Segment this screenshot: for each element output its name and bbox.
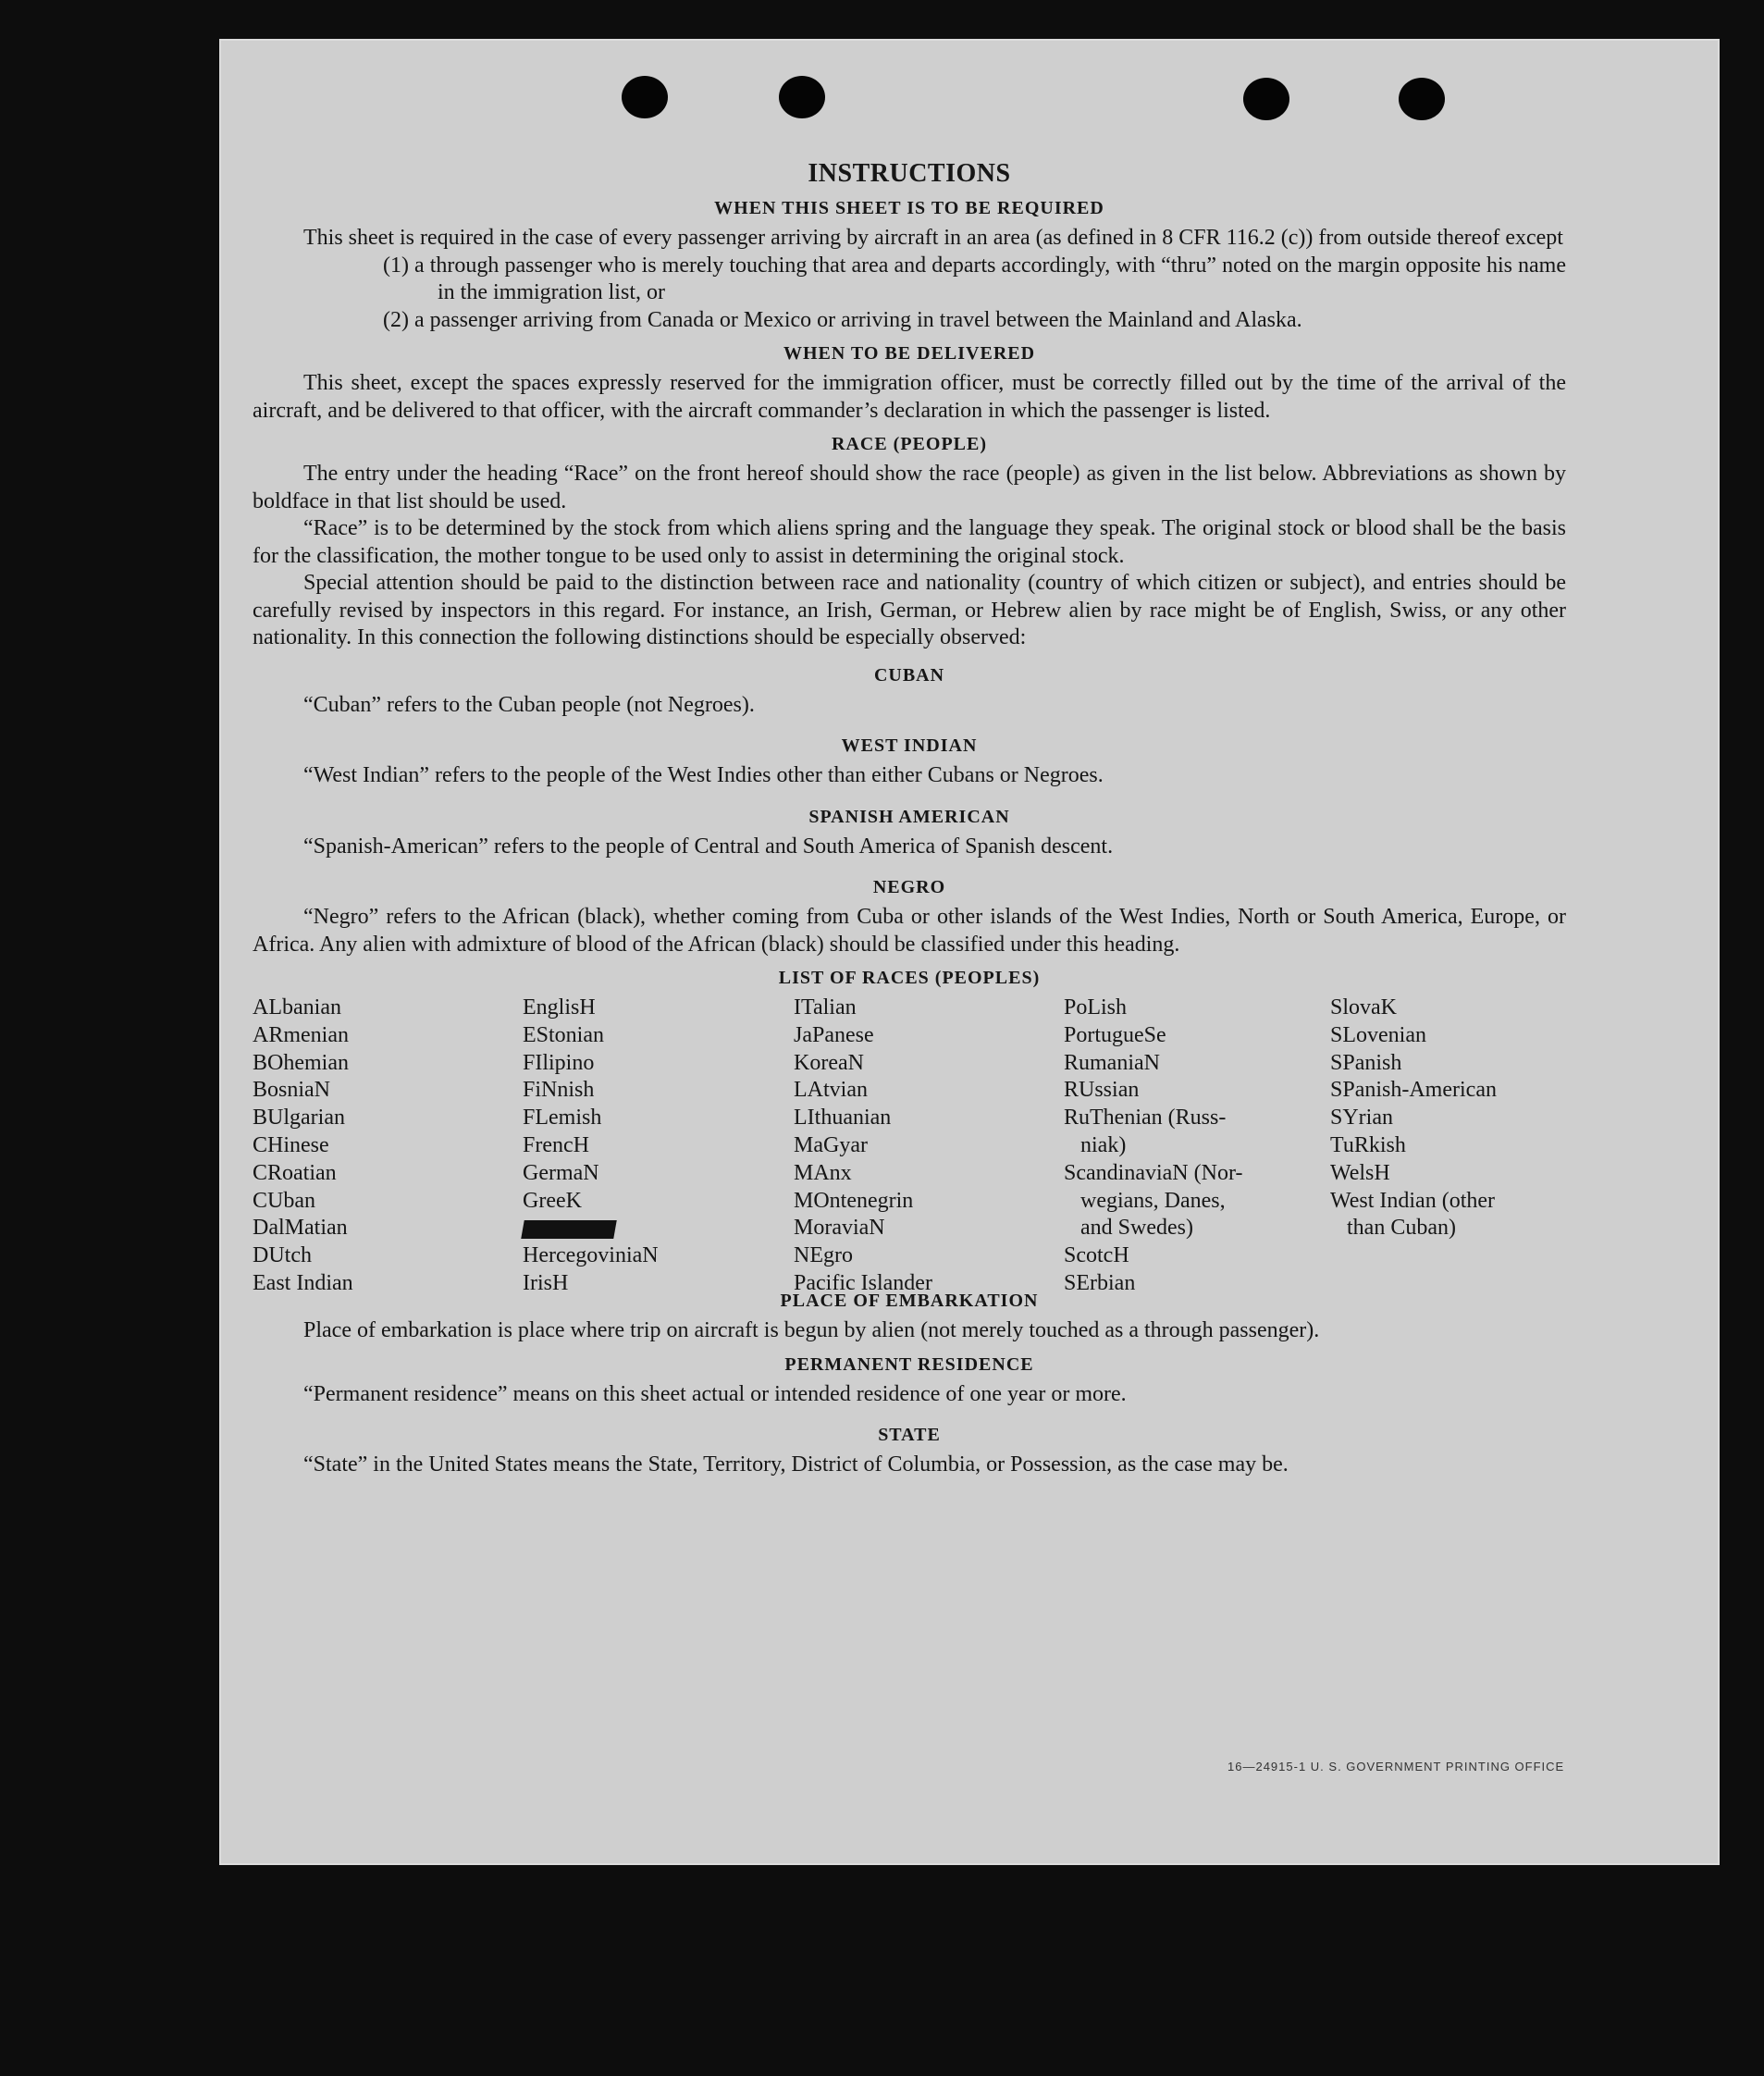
race-item: GermaN (523, 1160, 599, 1185)
race-item: NEgro (794, 1243, 853, 1268)
punch-hole (1399, 78, 1445, 120)
race-item: FIlipino (523, 1050, 595, 1075)
race-item: BUlgarian (253, 1106, 345, 1131)
race-item: EStonian (523, 1022, 604, 1047)
race-item: RUssian (1064, 1078, 1140, 1103)
race-column (794, 995, 932, 1298)
section-paragraph: Special attention should be paid to the distinction between race and nationality (country of which citizen or subject), and entries should be carefully revised by inspectors in this regard. For instance, an Irish, German, or Hebrew alien by race might be of English, Swiss, or any other nationality. In this connection the following distinctions should be especially observed: (253, 571, 1566, 649)
race-item: ScandinaviaN (Nor- (1064, 1160, 1243, 1185)
race-column (1330, 995, 1497, 1242)
race-item: East Indian (253, 1270, 353, 1295)
section-paragraph: “Race” is to be determined by the stock from which aliens spring and the language they speak. The original stock or blood shall be the basis for the classification, the mother tongue to be used only to assist in determining the original stock. (253, 516, 1566, 568)
section-paragraph: This sheet is required in the case of every passenger arriving by aircraft in an area (as defined in 8 CFR 116.2 (c)) from outside thereof except (303, 226, 1563, 250)
section-paragraph: “State” in the United States means the State, Territory, District of Columbia, or Possession, as the case may be. (303, 1452, 1289, 1477)
page-title: INSTRUCTIONS (808, 159, 1011, 188)
race-item: Pacific Islander (794, 1270, 932, 1295)
race-item: LIthuanian (794, 1106, 892, 1131)
race-item: MOntenegrin (794, 1188, 914, 1213)
race-item: SPanish-American (1330, 1078, 1497, 1103)
section-paragraph: “Cuban” refers to the Cuban people (not Negroes). (303, 692, 755, 717)
race-item: niak) (1064, 1132, 1127, 1157)
race-item: EnglisH (523, 995, 596, 1019)
document-page (219, 39, 1720, 1865)
race-item: SErbian (1064, 1270, 1136, 1295)
race-list (253, 995, 1566, 1295)
race-item: CUban (253, 1188, 315, 1213)
list-item: (2) a passenger arriving from Canada or Mexico or arriving in travel between the Mainland and Alaska. (383, 307, 1302, 332)
redaction-mark (521, 1220, 617, 1239)
race-item: JaPanese (794, 1022, 874, 1047)
punch-hole (779, 76, 825, 118)
race-item: ALbanian (253, 995, 341, 1019)
race-item: SYrian (1330, 1106, 1393, 1131)
race-item: MAnx (794, 1160, 852, 1185)
race-item: wegians, Danes, (1064, 1188, 1226, 1213)
race-item: WelsH (1330, 1160, 1390, 1185)
section-paragraph: “West Indian” refers to the people of the West Indies other than either Cubans or Negroes. (303, 763, 1104, 787)
race-item: TuRkish (1330, 1132, 1406, 1157)
list-item: (1) a through passenger who is merely touching that area and departs accordingly, with “thru” noted on the margin opposite his name in the immigration list, or (383, 253, 1566, 304)
section-heading: RACE (PEOPLE) (832, 434, 987, 454)
race-item: FLemish (523, 1106, 602, 1131)
punch-hole (1243, 78, 1289, 120)
race-item: than Cuban) (1330, 1216, 1456, 1241)
race-column (523, 995, 659, 1298)
section-heading: WHEN THIS SHEET IS TO BE REQUIRED (714, 198, 1104, 218)
race-item: MoraviaN (794, 1216, 885, 1241)
race-item: MaGyar (794, 1132, 868, 1157)
print-code: 16—24915-1 U. S. GOVERNMENT PRINTING OFFICE (1227, 1760, 1565, 1773)
section-heading: PLACE OF EMBARKATION (780, 1291, 1039, 1311)
race-item: IrisH (523, 1270, 569, 1295)
race-item: GreeK (523, 1188, 582, 1213)
race-item: SLovenian (1330, 1022, 1426, 1047)
section-heading: NEGRO (872, 877, 946, 897)
race-item: FrencH (523, 1132, 589, 1157)
race-item: CRoatian (253, 1160, 337, 1185)
race-item: KoreaN (794, 1050, 864, 1075)
section-heading: WHEN TO BE DELIVERED (783, 343, 1036, 364)
race-item: West Indian (other (1330, 1188, 1496, 1213)
race-item: SPanish (1330, 1050, 1402, 1075)
redacted-race-item (523, 1215, 659, 1242)
race-column (1064, 995, 1242, 1298)
race-item: HercegoviniaN (523, 1243, 659, 1268)
section-paragraph: “Permanent residence” means on this sheet actual or intended residence of one year or more. (303, 1381, 1127, 1406)
race-item: and Swedes) (1064, 1216, 1193, 1241)
race-column (253, 995, 353, 1298)
section-paragraph: “Spanish-American” refers to the people of Central and South America of Spanish descent. (303, 834, 1114, 859)
punch-hole (622, 76, 668, 118)
section-heading: CUBAN (873, 664, 945, 686)
race-item: ITalian (794, 995, 857, 1019)
race-item: RuThenian (Russ- (1064, 1106, 1227, 1131)
section-paragraph: This sheet, except the spaces expressly reserved for the immigration officer, must be correctly filled out by the time of the arrival of the aircraft, and be delivered to that officer, with the aircraft commander’s declaration in which the passenger is listed. (253, 371, 1566, 423)
race-item: FiNnish (523, 1078, 595, 1103)
race-item: DalMatian (253, 1216, 348, 1241)
section-heading: SPANISH AMERICAN (808, 806, 1010, 827)
race-item: LAtvian (794, 1078, 868, 1103)
instructions-content (253, 159, 1566, 1479)
race-item: SlovaK (1330, 995, 1397, 1019)
section-heading: LIST OF RACES (PEOPLES) (778, 968, 1041, 988)
race-item: PoLish (1064, 995, 1128, 1019)
race-item: DUtch (253, 1243, 312, 1268)
section-heading: PERMANENT RESIDENCE (784, 1353, 1034, 1375)
section-heading: WEST INDIAN (841, 735, 978, 756)
section-paragraph: Place of embarkation is place where trip on aircraft is begun by alien (not merely touched as a through passenger). (303, 1318, 1320, 1342)
race-item: PortugueSe (1064, 1022, 1166, 1047)
section-heading: STATE (878, 1425, 941, 1445)
race-item: ARmenian (253, 1022, 349, 1047)
race-item: CHinese (253, 1132, 329, 1157)
section-paragraph: The entry under the heading “Race” on the front hereof should show the race (people) as given in the list below. Abbreviations as shown by boldface in that list should be used. (253, 462, 1566, 513)
race-item: BOhemian (253, 1050, 349, 1075)
race-item: ScotcH (1064, 1243, 1129, 1268)
section-paragraph: “Negro” refers to the African (black), whether coming from Cuba or other islands of the West Indies, North or South America, Europe, or Africa. Any alien with admixture of blood of the African (black) should be classified under this heading. (253, 905, 1566, 957)
race-item: RumaniaN (1064, 1050, 1160, 1075)
race-item: BosniaN (253, 1078, 330, 1103)
